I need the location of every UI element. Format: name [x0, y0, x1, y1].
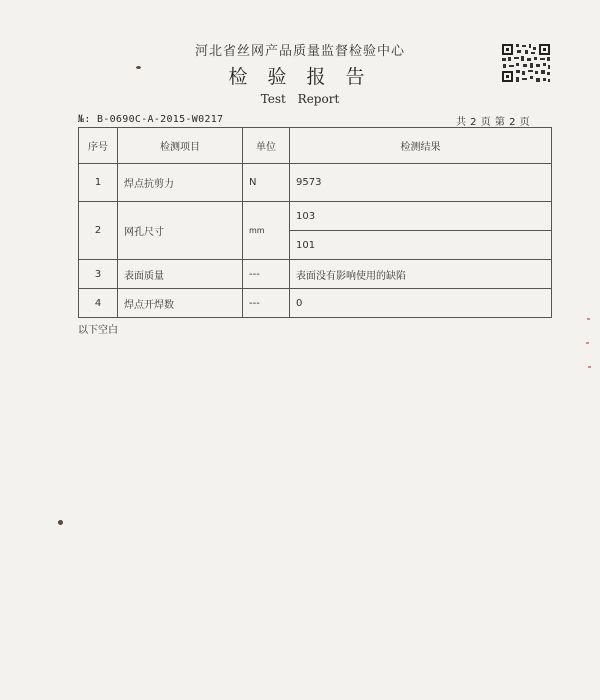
column-header-no: 序号: [79, 128, 118, 164]
test-result: 103: [290, 202, 552, 231]
scan-speck: [58, 520, 63, 525]
table-header-row: [79, 128, 552, 164]
column-header-item: 检测项目: [118, 128, 243, 164]
table-row: [79, 289, 552, 318]
page-indicator: 共 2 页 第 2 页: [456, 117, 530, 128]
unit: ---: [243, 260, 290, 289]
scan-mark: [588, 366, 591, 368]
organization-name: 河北省丝网产品质量监督检验中心: [194, 44, 405, 59]
test-item: 网孔尺寸: [118, 202, 243, 260]
test-result: 9573: [290, 164, 552, 202]
scan-mark: [586, 342, 589, 344]
report-number: №: B-0690C-A-2015-W0217: [78, 114, 224, 125]
row-number: 3: [79, 260, 118, 289]
column-header-unit: 单位: [243, 128, 290, 164]
scan-speck: [136, 66, 141, 69]
row-number: 4: [79, 289, 118, 318]
table-row: [79, 202, 552, 231]
table-row: [79, 164, 552, 202]
test-result: 0: [290, 289, 552, 318]
report-title: 检 验 报 告: [228, 66, 372, 88]
qr-code-icon: [500, 42, 552, 84]
unit: N: [243, 164, 290, 202]
results-table: [78, 127, 552, 318]
test-item: 焊点开焊数: [118, 289, 243, 318]
row-number: 2: [79, 202, 118, 260]
table-row: [79, 260, 552, 289]
report-subtitle: Test Report: [260, 92, 340, 106]
blank-below-note: 以下空白: [78, 325, 118, 336]
scan-mark: [587, 318, 590, 320]
test-item: 焊点抗剪力: [118, 164, 243, 202]
unit: ---: [243, 289, 290, 318]
test-result: 表面没有影响使用的缺陷: [290, 260, 552, 289]
test-result: 101: [290, 231, 552, 260]
unit: mm: [243, 202, 290, 260]
test-item: 表面质量: [118, 260, 243, 289]
column-header-result: 检测结果: [290, 128, 552, 164]
row-number: 1: [79, 164, 118, 202]
